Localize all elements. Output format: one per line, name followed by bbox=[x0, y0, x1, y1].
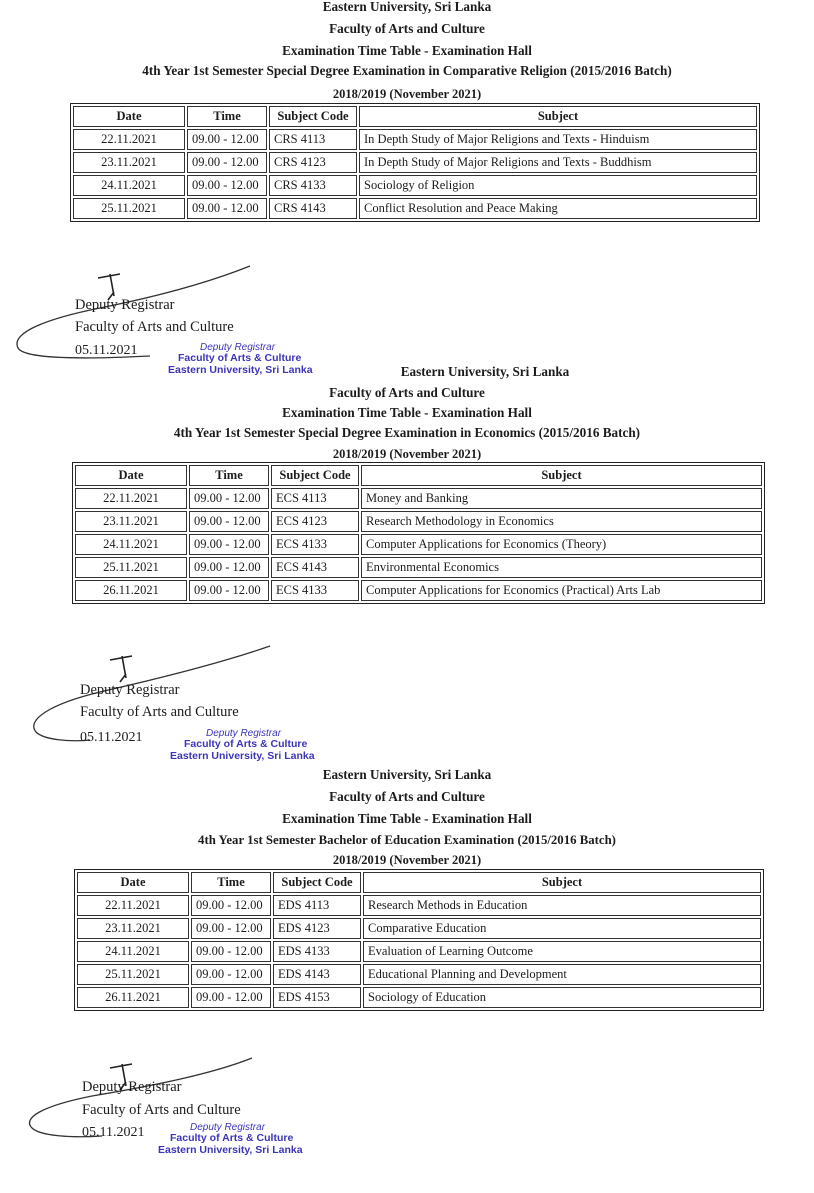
cell-time: 09.00 - 12.00 bbox=[189, 580, 269, 601]
table-row bbox=[77, 941, 761, 962]
table-row bbox=[73, 198, 757, 219]
exam-table bbox=[74, 869, 764, 1011]
stamp-line: Faculty of Arts & Culture bbox=[178, 352, 302, 364]
column-header-subject-code: Subject Code bbox=[273, 872, 361, 893]
table-row bbox=[75, 557, 762, 578]
cell-subject: Sociology of Religion bbox=[359, 175, 757, 196]
cell-date: 25.11.2021 bbox=[77, 964, 189, 985]
university-name: Eastern University, Sri Lanka bbox=[400, 364, 570, 379]
cell-date: 25.11.2021 bbox=[73, 198, 185, 219]
cell-date: 26.11.2021 bbox=[77, 987, 189, 1008]
cell-time: 09.00 - 12.00 bbox=[187, 129, 267, 150]
official-stamp bbox=[158, 1122, 303, 1156]
cell-subject: Computer Applications for Economics (Theory) bbox=[361, 534, 762, 555]
stamp-line: Deputy Registrar bbox=[200, 342, 276, 353]
signatory-faculty: Faculty of Arts and Culture bbox=[80, 704, 239, 720]
stamp-line: Faculty of Arts & Culture bbox=[184, 738, 308, 750]
column-header-date: Date bbox=[77, 872, 189, 893]
sign-date: 05.11.2021 bbox=[80, 730, 143, 745]
cell-date: 23.11.2021 bbox=[73, 152, 185, 173]
column-header-time: Time bbox=[187, 106, 267, 127]
exam-table bbox=[70, 103, 760, 222]
faculty-name: Faculty of Arts and Culture bbox=[329, 789, 485, 804]
faculty-name: Faculty of Arts and Culture bbox=[329, 21, 485, 36]
table-row bbox=[73, 175, 757, 196]
table-row bbox=[77, 918, 761, 939]
signatory-title: Deputy Registrar bbox=[80, 682, 180, 698]
exam-title: 4th Year 1st Semester Bachelor of Education Examination (2015/2016 Batch) bbox=[198, 833, 616, 847]
cell-subject-code: EDS 4143 bbox=[273, 964, 361, 985]
cell-date: 22.11.2021 bbox=[75, 488, 187, 509]
cell-subject-code: ECS 4133 bbox=[271, 580, 359, 601]
academic-year: 2018/2019 (November 2021) bbox=[332, 853, 482, 867]
cell-time: 09.00 - 12.00 bbox=[191, 918, 271, 939]
cell-time: 09.00 - 12.00 bbox=[191, 987, 271, 1008]
table-header-row bbox=[75, 465, 762, 486]
official-stamp bbox=[170, 728, 315, 762]
cell-subject-code: ECS 4113 bbox=[271, 488, 359, 509]
cell-subject-code: CRS 4113 bbox=[269, 129, 357, 150]
column-header-time: Time bbox=[191, 872, 271, 893]
timetable-title: Examination Time Table - Examination Hall bbox=[282, 811, 532, 826]
cell-subject-code: EDS 4133 bbox=[273, 941, 361, 962]
cell-date: 22.11.2021 bbox=[73, 129, 185, 150]
cell-subject: Research Methods in Education bbox=[363, 895, 761, 916]
timetable-title: Examination Time Table - Examination Hall bbox=[282, 43, 532, 58]
column-header-time: Time bbox=[189, 465, 269, 486]
cell-date: 25.11.2021 bbox=[75, 557, 187, 578]
cell-subject: In Depth Study of Major Religions and Texts - Hinduism bbox=[359, 129, 757, 150]
cell-subject: In Depth Study of Major Religions and Texts - Buddhism bbox=[359, 152, 757, 173]
cell-time: 09.00 - 12.00 bbox=[191, 895, 271, 916]
sign-date: 05.11.2021 bbox=[82, 1125, 145, 1140]
cell-time: 09.00 - 12.00 bbox=[189, 511, 269, 532]
stamp-line: Deputy Registrar bbox=[206, 728, 282, 739]
table-row bbox=[75, 488, 762, 509]
table-row bbox=[73, 129, 757, 150]
cell-date: 26.11.2021 bbox=[75, 580, 187, 601]
university-name: Eastern University, Sri Lanka bbox=[322, 767, 492, 782]
timetable-title: Examination Time Table - Examination Hall bbox=[282, 405, 532, 420]
table-row bbox=[77, 987, 761, 1008]
stamp-line: Eastern University, Sri Lanka bbox=[170, 749, 315, 762]
cell-time: 09.00 - 12.00 bbox=[187, 175, 267, 196]
academic-year: 2018/2019 (November 2021) bbox=[332, 447, 482, 461]
cell-time: 09.00 - 12.00 bbox=[191, 941, 271, 962]
column-header-subject: Subject bbox=[361, 465, 762, 486]
signatory-title: Deputy Registrar bbox=[82, 1079, 182, 1095]
table-row bbox=[77, 895, 761, 916]
stamp-line: Eastern University, Sri Lanka bbox=[158, 1143, 303, 1156]
table-header-row bbox=[73, 106, 757, 127]
cell-subject: Educational Planning and Development bbox=[363, 964, 761, 985]
cell-subject: Research Methodology in Economics bbox=[361, 511, 762, 532]
column-header-subject-code: Subject Code bbox=[269, 106, 357, 127]
signatory-title: Deputy Registrar bbox=[75, 297, 175, 313]
cell-subject: Conflict Resolution and Peace Making bbox=[359, 198, 757, 219]
cell-subject: Money and Banking bbox=[361, 488, 762, 509]
signatory-faculty: Faculty of Arts and Culture bbox=[75, 319, 234, 335]
cell-subject-code: ECS 4123 bbox=[271, 511, 359, 532]
academic-year: 2018/2019 (November 2021) bbox=[332, 87, 482, 101]
cell-time: 09.00 - 12.00 bbox=[189, 488, 269, 509]
cell-subject: Comparative Education bbox=[363, 918, 761, 939]
cell-subject-code: EDS 4113 bbox=[273, 895, 361, 916]
cell-subject: Evaluation of Learning Outcome bbox=[363, 941, 761, 962]
cell-date: 22.11.2021 bbox=[77, 895, 189, 916]
table-header-row bbox=[77, 872, 761, 893]
cell-time: 09.00 - 12.00 bbox=[189, 557, 269, 578]
cell-date: 24.11.2021 bbox=[73, 175, 185, 196]
stamp-line: Eastern University, Sri Lanka bbox=[168, 363, 313, 376]
cell-date: 23.11.2021 bbox=[77, 918, 189, 939]
exam-table bbox=[72, 462, 765, 604]
sign-date: 05.11.2021 bbox=[75, 343, 138, 358]
cell-date: 24.11.2021 bbox=[77, 941, 189, 962]
cell-subject-code: ECS 4133 bbox=[271, 534, 359, 555]
column-header-date: Date bbox=[75, 465, 187, 486]
table-row bbox=[77, 964, 761, 985]
cell-time: 09.00 - 12.00 bbox=[187, 152, 267, 173]
column-header-subject: Subject bbox=[359, 106, 757, 127]
exam-title: 4th Year 1st Semester Special Degree Examination in Economics (2015/2016 Batch) bbox=[173, 425, 641, 440]
cell-date: 24.11.2021 bbox=[75, 534, 187, 555]
table-row bbox=[75, 511, 762, 532]
signatory-faculty: Faculty of Arts and Culture bbox=[82, 1102, 241, 1118]
cell-subject-code: CRS 4133 bbox=[269, 175, 357, 196]
cell-subject-code: EDS 4153 bbox=[273, 987, 361, 1008]
cell-time: 09.00 - 12.00 bbox=[191, 964, 271, 985]
cell-subject-code: ECS 4143 bbox=[271, 557, 359, 578]
stamp-line: Faculty of Arts & Culture bbox=[170, 1132, 294, 1144]
stamp-line: Deputy Registrar bbox=[190, 1122, 266, 1133]
column-header-date: Date bbox=[73, 106, 185, 127]
column-header-subject-code: Subject Code bbox=[271, 465, 359, 486]
table-row bbox=[75, 580, 762, 601]
university-name: Eastern University, Sri Lanka bbox=[322, 0, 492, 14]
cell-subject: Computer Applications for Economics (Practical) Arts Lab bbox=[361, 580, 762, 601]
cell-time: 09.00 - 12.00 bbox=[187, 198, 267, 219]
exam-title: 4th Year 1st Semester Special Degree Examination in Comparative Religion (2015/2016 Batch) bbox=[142, 63, 672, 78]
cell-subject-code: CRS 4143 bbox=[269, 198, 357, 219]
column-header-subject: Subject bbox=[363, 872, 761, 893]
cell-subject: Sociology of Education bbox=[363, 987, 761, 1008]
cell-subject: Environmental Economics bbox=[361, 557, 762, 578]
cell-date: 23.11.2021 bbox=[75, 511, 187, 532]
cell-time: 09.00 - 12.00 bbox=[189, 534, 269, 555]
cell-subject-code: EDS 4123 bbox=[273, 918, 361, 939]
table-row bbox=[75, 534, 762, 555]
table-row bbox=[73, 152, 757, 173]
cell-subject-code: CRS 4123 bbox=[269, 152, 357, 173]
faculty-name: Faculty of Arts and Culture bbox=[329, 385, 485, 400]
